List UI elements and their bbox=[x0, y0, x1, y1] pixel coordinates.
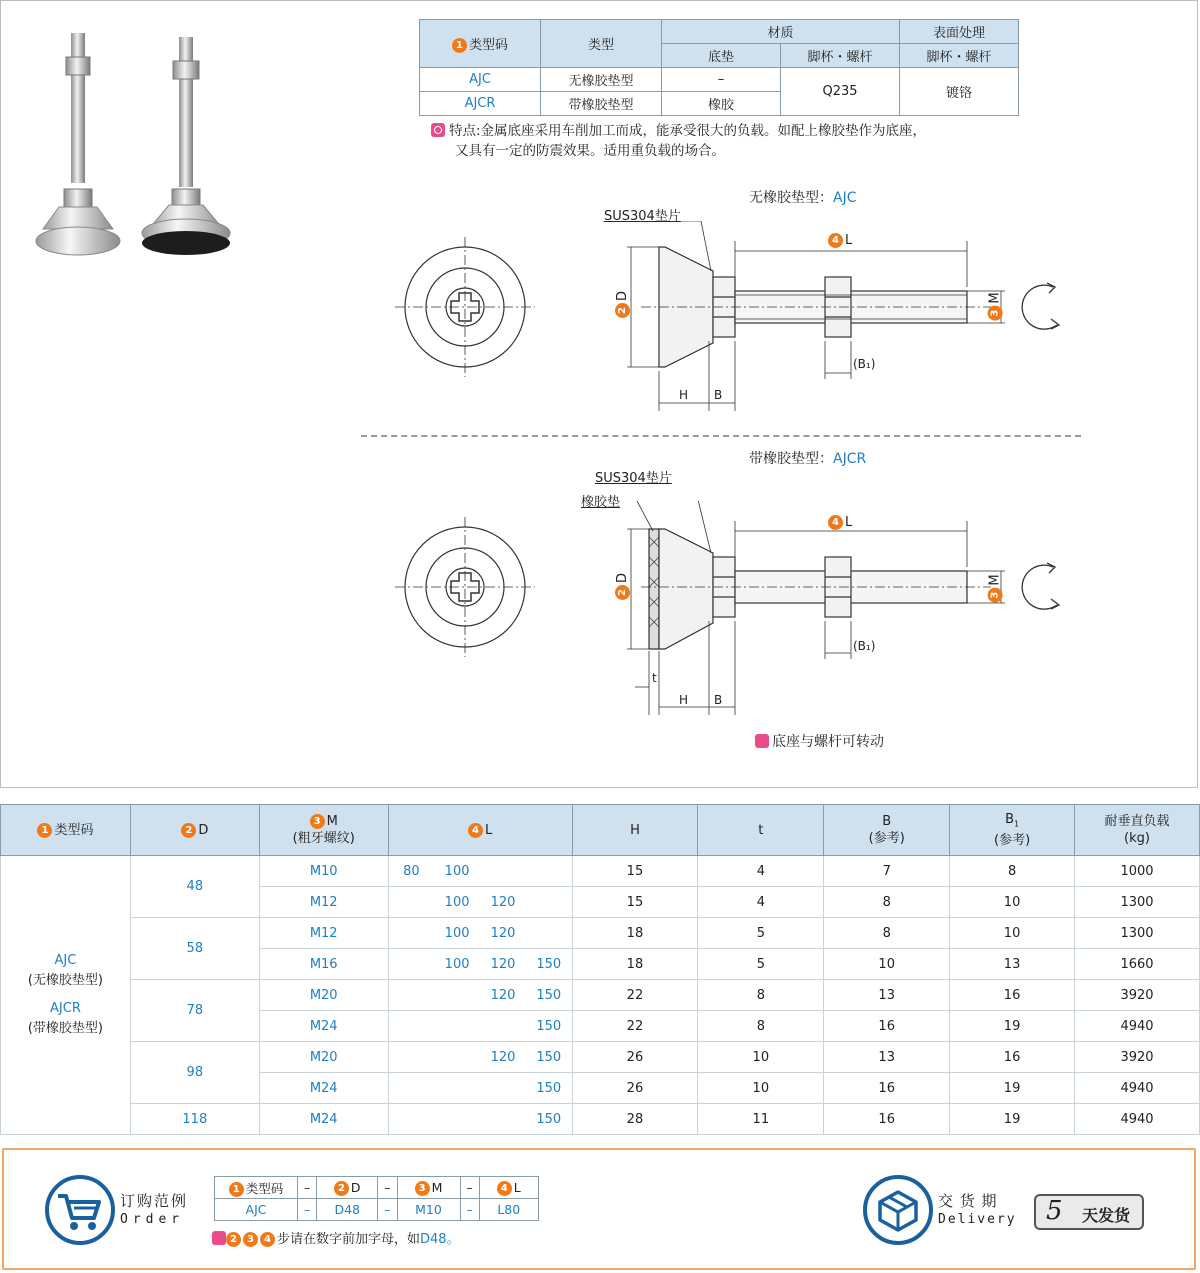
order-note: 2 3 4 步请在数字前加字母，如D48。 bbox=[212, 1228, 460, 1247]
spec-L-cell bbox=[480, 1104, 526, 1135]
spec-B1-cell: 13 bbox=[950, 949, 1075, 980]
order-v-M: M10 bbox=[397, 1199, 460, 1221]
spec-L-cell: 100 bbox=[434, 949, 480, 980]
dim-B1-ajcr: (B₁) bbox=[853, 639, 876, 653]
order-h-sep2: – bbox=[378, 1177, 397, 1199]
spec-load-header: 耐垂直负载 (kg) bbox=[1075, 805, 1200, 856]
spec-load-cell: 4940 bbox=[1075, 1073, 1200, 1104]
order-v-sep2: – bbox=[378, 1199, 397, 1221]
dim-H-ajc: H bbox=[679, 388, 689, 402]
spec-L-cell bbox=[526, 856, 572, 887]
spec-D-cell: 98 bbox=[130, 1042, 259, 1104]
material-type-ajc: 无橡胶垫型 bbox=[541, 68, 662, 92]
dim-M-ajc: 3M bbox=[988, 292, 1003, 320]
spec-M-cell: M10 bbox=[259, 856, 388, 887]
material-type-ajcr: 带橡胶垫型 bbox=[541, 92, 662, 116]
spec-M-cell: M20 bbox=[259, 1042, 388, 1073]
spec-B1-cell: 16 bbox=[950, 1042, 1075, 1073]
table-row bbox=[1, 1104, 1200, 1135]
washer-label-ajcr: SUS304垫片 bbox=[595, 471, 672, 486]
spec-load-cell: 3920 bbox=[1075, 1042, 1200, 1073]
dim-B-ajcr: B bbox=[714, 693, 723, 707]
spec-type-line: (无橡胶垫型) bbox=[27, 973, 104, 988]
spec-H-header: H bbox=[572, 805, 698, 856]
order-h-sep1: – bbox=[298, 1177, 317, 1199]
spec-L-cell bbox=[388, 1042, 434, 1073]
ajcr-drawing bbox=[391, 501, 1081, 721]
spec-L-cell bbox=[388, 887, 434, 918]
spec-B-cell: 16 bbox=[824, 1073, 950, 1104]
spec-table bbox=[0, 804, 1200, 1135]
material-header: 材质 bbox=[662, 20, 900, 44]
spec-L-cell bbox=[480, 856, 526, 887]
spec-M-header: 3 M (粗牙螺纹) bbox=[259, 805, 388, 856]
delivery-box-icon bbox=[862, 1174, 934, 1246]
spec-load-cell: 3920 bbox=[1075, 980, 1200, 1011]
spec-t-cell: 10 bbox=[698, 1073, 824, 1104]
spec-B-cell: 13 bbox=[824, 980, 950, 1011]
spec-L-cell bbox=[434, 1073, 480, 1104]
table-row bbox=[1, 980, 1200, 1011]
spec-H-cell: 15 bbox=[572, 887, 698, 918]
spec-L-cell bbox=[434, 1042, 480, 1073]
spec-t-cell: 10 bbox=[698, 1042, 824, 1073]
table-row bbox=[1, 1042, 1200, 1073]
spec-L-cell: 100 bbox=[434, 918, 480, 949]
spec-B-cell: 16 bbox=[824, 1104, 950, 1135]
spec-H-cell: 22 bbox=[572, 1011, 698, 1042]
spec-L-cell: 120 bbox=[480, 887, 526, 918]
spec-t-cell: 11 bbox=[698, 1104, 824, 1135]
spec-L-cell bbox=[388, 918, 434, 949]
spec-L-cell: 150 bbox=[526, 1042, 572, 1073]
delivery-days: 5 bbox=[1046, 1196, 1063, 1226]
spec-M-cell: M16 bbox=[259, 949, 388, 980]
spec-load-cell: 4940 bbox=[1075, 1104, 1200, 1135]
spec-B1-cell: 19 bbox=[950, 1073, 1075, 1104]
spec-load-cell: 4940 bbox=[1075, 1011, 1200, 1042]
drawing-separator bbox=[361, 435, 1081, 437]
spec-L-cell: 150 bbox=[526, 949, 572, 980]
spec-B1-cell: 10 bbox=[950, 918, 1075, 949]
dim-t-ajcr: t bbox=[652, 671, 657, 685]
spec-H-cell: 18 bbox=[572, 918, 698, 949]
surface-value: 镀铬 bbox=[900, 68, 1019, 116]
spec-type-line: (带橡胶垫型) bbox=[27, 1021, 104, 1036]
spec-type-line: AJC bbox=[54, 953, 77, 968]
spec-L-cell: 150 bbox=[526, 1011, 572, 1042]
order-h-type: 1 类型码 bbox=[215, 1177, 298, 1199]
spec-M-cell: M24 bbox=[259, 1104, 388, 1135]
ajcr-drawing-label: 带橡胶垫型：AJCR bbox=[749, 451, 867, 467]
order-v-sep3: – bbox=[460, 1199, 479, 1221]
spec-M-cell: M20 bbox=[259, 980, 388, 1011]
order-title: 订购范例 bbox=[120, 1192, 189, 1210]
spec-M-cell: M24 bbox=[259, 1011, 388, 1042]
spec-B-cell: 8 bbox=[824, 918, 950, 949]
spec-M-cell: M24 bbox=[259, 1073, 388, 1104]
spec-L-cell: 80 bbox=[388, 856, 434, 887]
dim-D-ajcr: 2D bbox=[615, 573, 630, 600]
spec-L-cell: 100 bbox=[434, 887, 480, 918]
material-table: 1 类型码 类型 材质 表面处理 底垫 脚杯・螺杆 脚杯・螺杆 AJC 无橡胶垫型 – Q235 镀铬 AJCR 带橡胶垫型 橡胶 bbox=[419, 19, 1019, 116]
spec-t-cell: 5 bbox=[698, 918, 824, 949]
spec-H-cell: 26 bbox=[572, 1042, 698, 1073]
delivery-subtitle: Delivery bbox=[938, 1212, 1017, 1227]
feature-icon bbox=[431, 123, 445, 137]
spec-L-cell bbox=[388, 1011, 434, 1042]
spec-L-cell: 120 bbox=[480, 918, 526, 949]
delivery-days-text: 天发货 bbox=[1082, 1206, 1131, 1225]
spec-t-cell: 4 bbox=[698, 887, 824, 918]
dim-H-ajcr: H bbox=[679, 693, 689, 707]
spec-D-cell: 78 bbox=[130, 980, 259, 1042]
spec-load-cell: 1300 bbox=[1075, 918, 1200, 949]
spec-L-cell: 150 bbox=[526, 980, 572, 1011]
rubber-label: 橡胶垫 bbox=[581, 495, 621, 510]
washer-label-ajc: SUS304垫片 bbox=[604, 209, 681, 224]
order-h-M: 3 M bbox=[397, 1177, 460, 1199]
dim-B1-ajc: (B₁) bbox=[853, 357, 876, 371]
dim-L-ajc: 4 L bbox=[828, 233, 852, 248]
spec-type-line: AJCR bbox=[50, 1001, 81, 1016]
spec-H-cell: 28 bbox=[572, 1104, 698, 1135]
spec-D-cell: 48 bbox=[130, 856, 259, 918]
order-panel bbox=[2, 1148, 1196, 1270]
product-photo-rubber bbox=[139, 33, 249, 265]
spec-L-header: 4 L bbox=[388, 805, 572, 856]
spec-t-header: t bbox=[698, 805, 824, 856]
spec-B-cell: 7 bbox=[824, 856, 950, 887]
spec-load-cell: 1660 bbox=[1075, 949, 1200, 980]
order-h-L: 4 L bbox=[479, 1177, 538, 1199]
spec-L-cell bbox=[434, 980, 480, 1011]
cart-icon bbox=[44, 1174, 116, 1246]
feature-text: 特点:金属底座采用车削加工而成，能承受很大的负载。如配上橡胶垫作为底座， 又具有一定的防震效果。适用重负载的场合。 bbox=[431, 121, 926, 161]
spec-load-cell: 1000 bbox=[1075, 856, 1200, 887]
order-h-sep3: – bbox=[460, 1177, 479, 1199]
spec-t-cell: 8 bbox=[698, 1011, 824, 1042]
spec-B-cell: 8 bbox=[824, 887, 950, 918]
product-photo bbox=[31, 29, 141, 265]
dim-D-ajc: 2D bbox=[615, 291, 630, 318]
dim-M-ajcr: 3M bbox=[988, 574, 1003, 602]
spec-B-cell: 13 bbox=[824, 1042, 950, 1073]
order-v-sep1: – bbox=[298, 1199, 317, 1221]
material-pad-ajcr: 橡胶 bbox=[662, 92, 781, 116]
order-v-D: D48 bbox=[317, 1199, 378, 1221]
spec-t-cell: 5 bbox=[698, 949, 824, 980]
spec-B-cell: 10 bbox=[824, 949, 950, 980]
material-code-ajcr: AJCR bbox=[420, 92, 541, 116]
ajc-drawing bbox=[391, 221, 1081, 421]
spec-D-cell: 58 bbox=[130, 918, 259, 980]
spec-B1-cell: 8 bbox=[950, 856, 1075, 887]
spec-L-cell bbox=[526, 918, 572, 949]
delivery-title: 交 货 期 bbox=[938, 1192, 998, 1210]
order-example-table bbox=[214, 1176, 539, 1221]
spec-type-cell bbox=[1, 856, 131, 1135]
spec-B1-cell: 19 bbox=[950, 1104, 1075, 1135]
type-header: 类型 bbox=[541, 20, 662, 68]
table-row bbox=[1, 856, 1200, 887]
spec-L-cell: 100 bbox=[434, 856, 480, 887]
spec-L-cell bbox=[388, 949, 434, 980]
spec-D-cell: 118 bbox=[130, 1104, 259, 1135]
spec-B-cell: 16 bbox=[824, 1011, 950, 1042]
rotate-note: 底座与螺杆可转动 bbox=[755, 731, 884, 751]
note-icon bbox=[212, 1231, 226, 1245]
spec-B1-cell: 16 bbox=[950, 980, 1075, 1011]
cup-rod-header: 脚杯・螺杆 bbox=[781, 44, 900, 68]
spec-L-cell: 150 bbox=[526, 1104, 572, 1135]
spec-H-cell: 15 bbox=[572, 856, 698, 887]
spec-type-code-header: 1 类型码 bbox=[1, 805, 131, 856]
dim-B-ajc: B bbox=[714, 388, 723, 402]
spec-L-cell: 120 bbox=[480, 1042, 526, 1073]
order-h-D: 2 D bbox=[317, 1177, 378, 1199]
info-icon bbox=[755, 734, 769, 748]
pad-header: 底垫 bbox=[662, 44, 781, 68]
material-pad-ajc: – bbox=[662, 68, 781, 92]
spec-B1-header: $B_1$ (参考) bbox=[950, 805, 1075, 856]
spec-L-cell: 120 bbox=[480, 949, 526, 980]
order-v-type: AJC bbox=[215, 1199, 298, 1221]
spec-L-cell: 150 bbox=[526, 1073, 572, 1104]
dim-L-ajcr: 4 L bbox=[828, 515, 852, 530]
spec-L-cell bbox=[434, 1104, 480, 1135]
spec-H-cell: 26 bbox=[572, 1073, 698, 1104]
spec-D-header: 2 D bbox=[130, 805, 259, 856]
spec-L-cell bbox=[480, 1073, 526, 1104]
spec-load-cell: 1300 bbox=[1075, 887, 1200, 918]
spec-L-cell bbox=[480, 1011, 526, 1042]
spec-t-cell: 8 bbox=[698, 980, 824, 1011]
cup-rod-value: Q235 bbox=[781, 68, 900, 116]
table-row bbox=[1, 918, 1200, 949]
order-subtitle: Order bbox=[120, 1212, 185, 1227]
delivery-days-box bbox=[1034, 1194, 1144, 1230]
spec-L-cell bbox=[526, 887, 572, 918]
order-v-L: L80 bbox=[479, 1199, 538, 1221]
spec-L-cell bbox=[388, 980, 434, 1011]
type-code-header: 类型码 bbox=[468, 38, 508, 53]
spec-L-cell: 120 bbox=[480, 980, 526, 1011]
surface-sub-header: 脚杯・螺杆 bbox=[900, 44, 1019, 68]
spec-B1-cell: 19 bbox=[950, 1011, 1075, 1042]
spec-B-header: B (参考) bbox=[824, 805, 950, 856]
spec-L-cell bbox=[434, 1011, 480, 1042]
ajc-drawing-label: 无橡胶垫型：AJC bbox=[749, 190, 857, 206]
spec-M-cell: M12 bbox=[259, 918, 388, 949]
spec-M-cell: M12 bbox=[259, 887, 388, 918]
spec-H-cell: 22 bbox=[572, 980, 698, 1011]
spec-L-cell bbox=[388, 1104, 434, 1135]
material-code-ajc: AJC bbox=[420, 68, 541, 92]
spec-t-cell: 4 bbox=[698, 856, 824, 887]
spec-H-cell: 18 bbox=[572, 949, 698, 980]
surface-header: 表面处理 bbox=[900, 20, 1019, 44]
spec-L-cell bbox=[388, 1073, 434, 1104]
spec-B1-cell: 10 bbox=[950, 887, 1075, 918]
